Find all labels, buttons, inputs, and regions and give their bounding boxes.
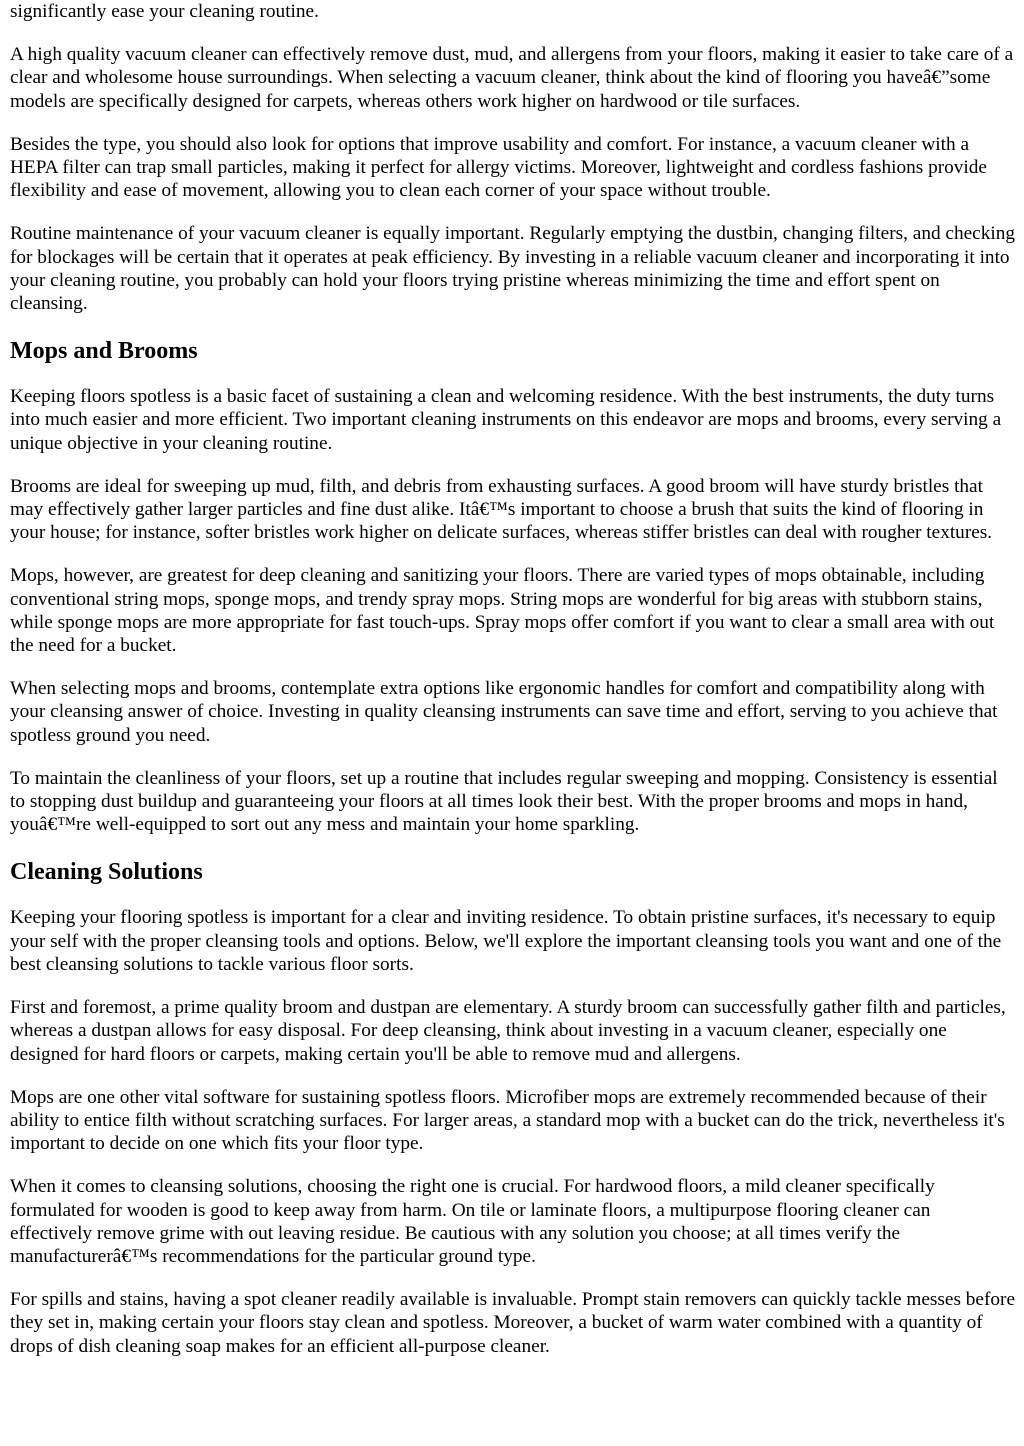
mops-paragraph-2: Brooms are ideal for sweeping up mud, filth, and debris from exhausting surfaces. A good broom will have sturdy bristles that may effectively gather larger particles and fine dust alike. Itâ€™s important to choose a brush that suits the kind of flooring in your house; for instance, softer bristles work higher on delicate surfaces, whereas stiffer bristles can deal with rougher textures. <box>10 475 993 544</box>
cleaning-solutions-section <box>10 858 1016 1357</box>
mops-paragraph-3: Mops, however, are greatest for deep cleaning and sanitizing your floors. There are varied types of mops obtainable, including conventional string mops, sponge mops, and trendy spray mops. String mops are wonderful for big areas with stubborn stains, while sponge mops are more appropriate for fast touch-ups. Spray mops offer comfort if you want to clear a small area with out the need for a bucket. <box>10 565 995 657</box>
mops-paragraph-5: To maintain the cleanliness of your floors, set up a routine that includes regular sweeping and mopping. Consistency is essential to stopping dust buildup and guaranteeing your floors at all times look their best. With the proper brooms and mops in hand, youâ€™re well-equipped to sort out any mess and maintain your home sparkling. <box>10 767 998 836</box>
cleaning-solutions-heading: Cleaning Solutions <box>10 859 203 886</box>
vacuum-paragraph-2: Besides the type, you should also look for options that improve usability and comfort. For instance, a vacuum cleaner with a HEPA filter can trap small particles, making it perfect for allergy victims. Moreover, lightweight and cordless fashions provide flexibility and ease of movement, allowing you to clean each corner of your space without trouble. <box>10 133 987 202</box>
solutions-paragraph-5: For spills and stains, having a spot cleaner readily available is invaluable. Prompt stain removers can quickly tackle messes before they set in, making certain your floors stay clean and spotless. Moreover, a bucket of warm water combined with a quantity of drops of dish cleaning soap makes for an efficient all-purpose cleaner. <box>10 1289 1016 1357</box>
solutions-paragraph-1: Keeping your flooring spotless is important for a clear and inviting residence. To obtain pristine surfaces, it's necessary to equip your self with the proper cleansing tools and options. Below, we'll explore the important cleansing tools you want and one of the best cleansing solutions to tackle various floor sorts. <box>10 907 1002 975</box>
solutions-paragraph-4: When it comes to cleansing solutions, choosing the right one is crucial. For hardwood floors, a mild cleaner specifically formulated for wooden is good to keep away from harm. On tile or laminate floors, a multipurpose flooring cleaner can effectively remove grime with out leaving residue. Be cautious with any solution you choose; at all times verify the manufacturerâ€™s recommendations for the particular ground type. <box>10 1176 935 1267</box>
mops-paragraph-4: When selecting mops and brooms, contemplate extra options like ergonomic handles for comfort and compatibility along with your cleansing answer of choice. Investing in quality cleansing instruments can save time and effort, serving to you achieve that spotless ground you need. <box>10 678 998 746</box>
mops-paragraph-1: Keeping floors spotless is a basic facet of sustaining a clean and welcoming residence. With the best instruments, the duty turns into much easier and more efficient. Two important cleaning instruments on this endeavor are mops and brooms, every serving a unique objective in your cleaning routine. <box>10 386 1002 454</box>
solutions-paragraph-3: Mops are one other vital software for sustaining spotless floors. Microfiber mops are extremely recommended because of their ability to entice filth without scratching surfaces. For larger areas, a standard mop with a bucket can do the trick, nevertheless it's important to decide on one which fits your floor type. <box>10 1086 1005 1155</box>
mops-brooms-heading: Mops and Brooms <box>10 338 198 365</box>
vacuum-paragraph-1: A high quality vacuum cleaner can effectively remove dust, mud, and allergens from your floors, making it easier to take care of a clear and wholesome house surroundings. When selecting a vacuum cleaner, think about the kind of flooring you haveâ€”some models are specifically designed for carpets, whereas others work higher on hardwood or tile surfaces. <box>10 44 1014 112</box>
vacuum-paragraph-3: Routine maintenance of your vacuum cleaner is equally important. Regularly emptying the dustbin, changing filters, and checking for blockages will be certain that it operates at peak efficiency. By investing in a reliable vacuum cleaner and incorporating it into your cleaning routine, you probably can hold your floors trying pristine whereas minimizing the time and effort spent on cleansing. <box>10 223 1016 315</box>
solutions-paragraph-2: First and foremost, a prime quality broom and dustpan are elementary. A sturdy broom can successfully gather filth and particles, whereas a dustpan allows for easy disposal. For deep cleansing, think about investing in a vacuum cleaner, especially one designed for hard floors or carpets, making certain you'll be able to remove mud and allergens. <box>10 997 1006 1065</box>
intro-tail-paragraph: significantly ease your cleaning routine. <box>10 1 319 22</box>
vacuum-section <box>10 43 1016 315</box>
mops-brooms-section <box>10 337 1016 836</box>
